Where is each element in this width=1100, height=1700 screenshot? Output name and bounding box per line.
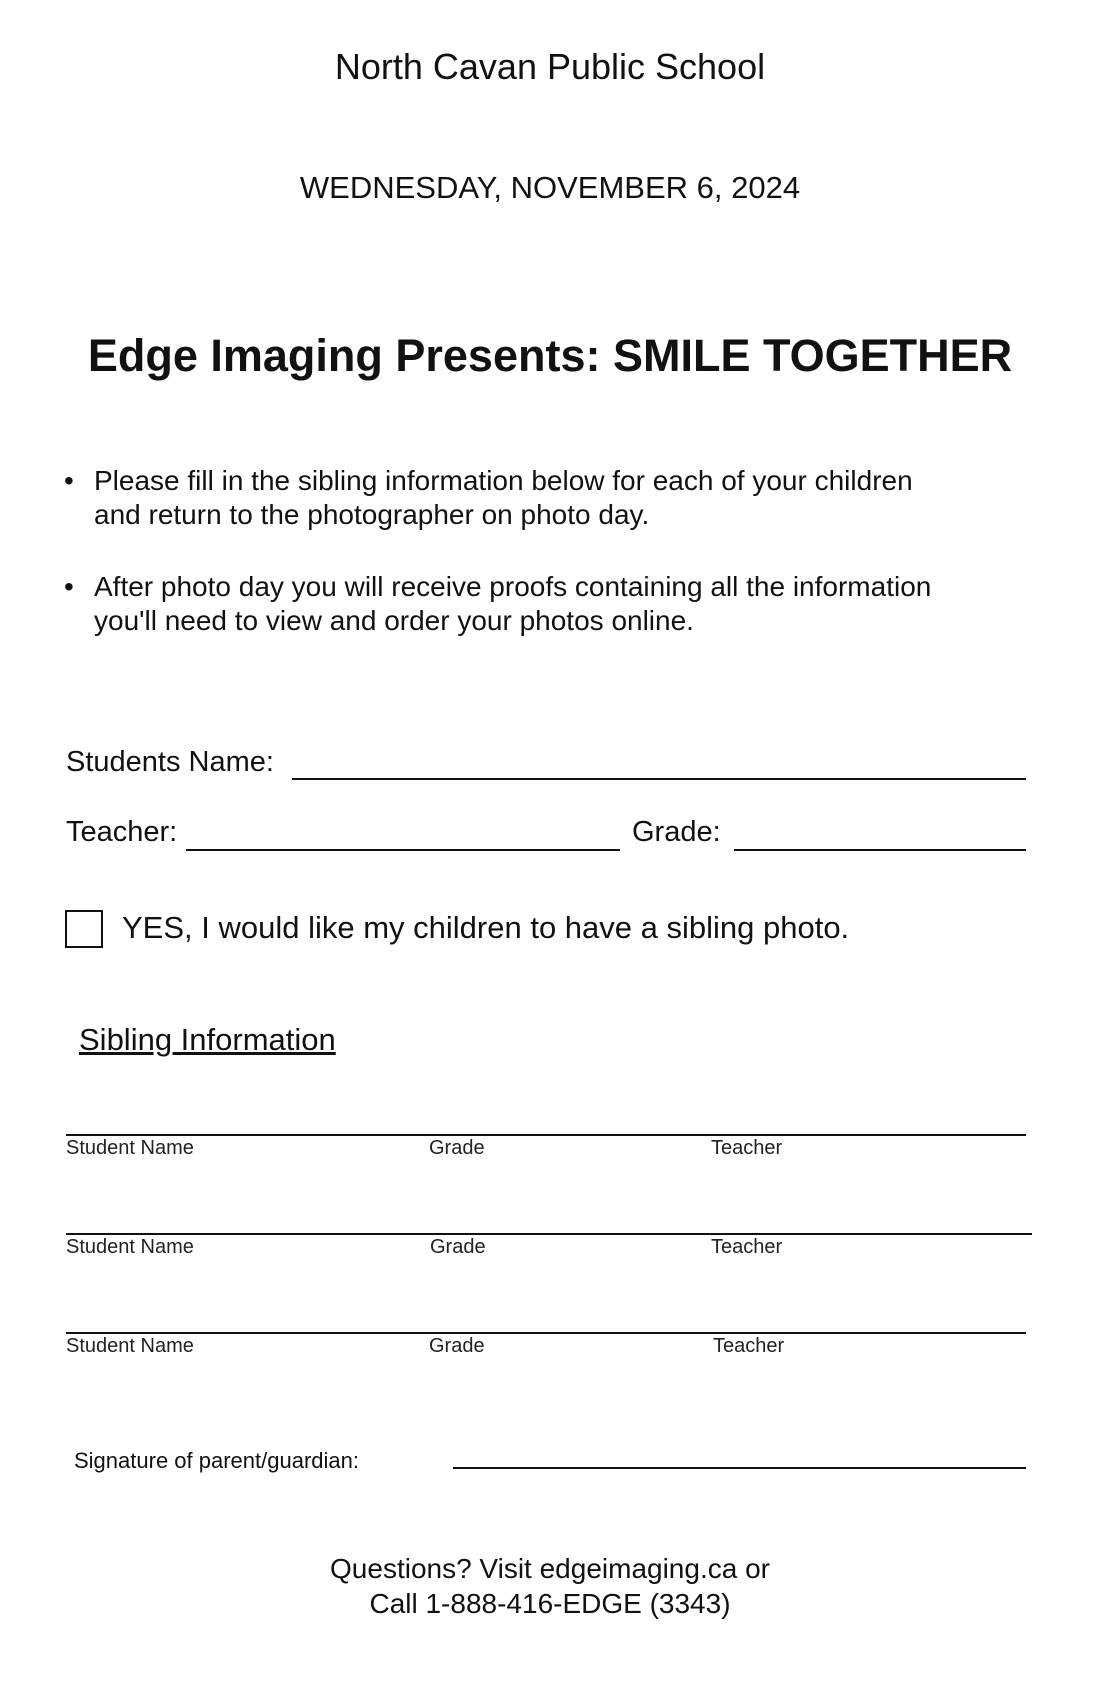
teacher-field[interactable] — [186, 849, 620, 851]
bullet-icon: • — [64, 465, 74, 496]
teacher-label: Teacher: — [66, 816, 178, 848]
sibling-grade-label: Grade — [430, 1236, 486, 1258]
sibling-teacher-label: Teacher — [711, 1137, 783, 1159]
footer-questions: Questions? Visit edgeimaging.ca or — [330, 1553, 770, 1584]
event-date: WEDNESDAY, NOVEMBER 6, 2024 — [299, 170, 801, 205]
grade-field[interactable] — [734, 849, 1026, 851]
sibling-photo-checkbox[interactable] — [65, 910, 103, 948]
instruction-line: Please fill in the sibling information below for each of your children — [94, 465, 913, 496]
sibling-teacher-label: Teacher — [713, 1335, 785, 1357]
instruction-line: and return to the photographer on photo day. — [94, 499, 650, 530]
sibling-grade-label: Grade — [429, 1137, 485, 1159]
student-name-field[interactable] — [292, 778, 1026, 780]
signature-label: Signature of parent/guardian: — [74, 1448, 359, 1473]
sibling-entry-line[interactable] — [66, 1233, 1032, 1235]
sibling-name-label: Student Name — [66, 1137, 194, 1159]
grade-label: Grade: — [632, 816, 721, 848]
sibling-name-label: Student Name — [66, 1335, 194, 1357]
sibling-photo-consent-text: YES, I would like my children to have a sibling photo. — [122, 910, 850, 945]
student-name-label: Students Name: — [66, 746, 274, 778]
instruction-item — [64, 570, 1024, 640]
sibling-name-label: Student Name — [66, 1236, 194, 1258]
school-name: North Cavan Public School — [334, 46, 766, 87]
instruction-item — [64, 464, 1024, 534]
sibling-entry-line[interactable] — [66, 1134, 1026, 1136]
instruction-line: After photo day you will receive proofs containing all the information — [94, 571, 932, 602]
sibling-information-title: Sibling Information — [79, 1022, 336, 1057]
footer-phone: Call 1-888-416-EDGE (3343) — [369, 1588, 731, 1619]
headline: Edge Imaging Presents: SMILE TOGETHER — [87, 330, 1013, 381]
instruction-line: you'll need to view and order your photos online. — [94, 605, 694, 636]
sibling-entry-line[interactable] — [66, 1332, 1026, 1334]
signature-field[interactable] — [453, 1467, 1026, 1469]
bullet-icon: • — [64, 571, 74, 602]
sibling-teacher-label: Teacher — [711, 1236, 783, 1258]
sibling-grade-label: Grade — [429, 1335, 485, 1357]
